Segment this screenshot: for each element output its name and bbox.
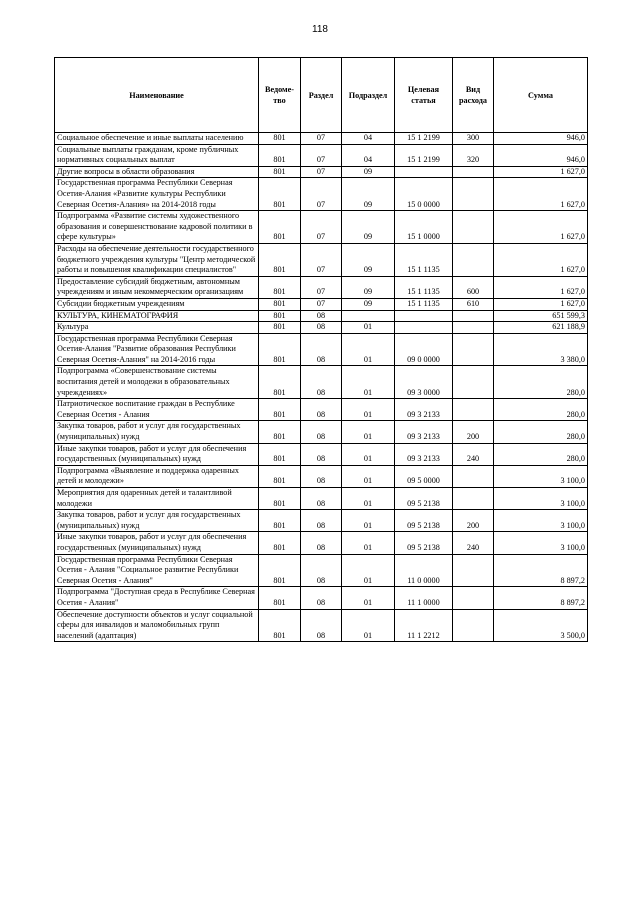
table-row [55,133,588,145]
cell-vedomstvo: 801 [259,587,301,609]
header-vid-raskhoda: Вид расхода [453,58,494,133]
table-row [55,310,588,322]
cell-vid-raskhoda: 240 [453,443,494,465]
table-row [55,298,588,310]
cell-vedomstvo: 801 [259,609,301,642]
cell-vid-raskhoda [453,178,494,211]
cell-razdel: 08 [301,399,342,421]
cell-razdel: 07 [301,133,342,145]
cell-podrazdel [342,310,395,322]
cell-tselevaya-statya: 09 5 0000 [395,465,453,487]
cell-vid-raskhoda [453,488,494,510]
header-razdel: Раздел [301,58,342,133]
cell-summa: 621 188,9 [494,322,588,334]
cell-summa: 8 897,2 [494,554,588,587]
cell-summa: 1 627,0 [494,211,588,244]
table-row [55,587,588,609]
cell-podrazdel: 09 [342,178,395,211]
table-row [55,399,588,421]
cell-podrazdel: 01 [342,333,395,366]
cell-vid-raskhoda [453,587,494,609]
cell-podrazdel: 01 [342,465,395,487]
cell-name: Государственная программа Республики Северная Осетия-Алания "Развитие образования Республики Северная Осетия-Алания" на 2014-2016 годы [55,333,259,366]
table-row [55,211,588,244]
table-row [55,465,588,487]
cell-summa: 651 599,3 [494,310,588,322]
cell-razdel: 08 [301,443,342,465]
table-row [55,322,588,334]
cell-razdel: 07 [301,211,342,244]
cell-vedomstvo: 801 [259,443,301,465]
cell-tselevaya-statya: 09 3 2133 [395,421,453,443]
cell-podrazdel: 04 [342,144,395,166]
cell-podrazdel: 01 [342,399,395,421]
cell-vedomstvo: 801 [259,510,301,532]
cell-razdel: 08 [301,609,342,642]
cell-razdel: 08 [301,532,342,554]
cell-summa: 280,0 [494,399,588,421]
cell-tselevaya-statya: 09 3 2133 [395,443,453,465]
cell-vid-raskhoda [453,211,494,244]
cell-name: Обеспечение доступности объектов и услуг социальной сферы для инвалидов и маломобильных групп населений (адаптация) [55,609,259,642]
cell-vid-raskhoda: 200 [453,510,494,532]
cell-summa: 3 500,0 [494,609,588,642]
cell-tselevaya-statya: 09 0 0000 [395,333,453,366]
cell-vid-raskhoda [453,554,494,587]
cell-name: Мероприятия для одаренных детей и талантливой молодежи [55,488,259,510]
cell-summa: 3 380,0 [494,333,588,366]
cell-name: Другие вопросы в области образования [55,166,259,178]
cell-summa: 1 627,0 [494,243,588,276]
page-number: 118 [312,24,328,35]
table-row [55,443,588,465]
table-row [55,178,588,211]
cell-summa: 3 100,0 [494,488,588,510]
budget-table [54,57,588,642]
cell-name: КУЛЬТУРА, КИНЕМАТОГРАФИЯ [55,310,259,322]
cell-tselevaya-statya: 09 3 2133 [395,399,453,421]
cell-summa: 946,0 [494,144,588,166]
cell-tselevaya-statya: 09 5 2138 [395,532,453,554]
cell-tselevaya-statya: 15 1 1135 [395,243,453,276]
table-row [55,276,588,298]
cell-razdel: 08 [301,587,342,609]
cell-vedomstvo: 801 [259,532,301,554]
cell-summa: 1 627,0 [494,276,588,298]
cell-name: Патриотическое воспитание граждан в Республике Северная Осетия - Алания [55,399,259,421]
cell-name: Субсидии бюджетным учреждениям [55,298,259,310]
cell-razdel: 08 [301,510,342,532]
header-podrazdel: Подраздел [342,58,395,133]
cell-tselevaya-statya [395,166,453,178]
cell-razdel: 08 [301,488,342,510]
cell-razdel: 07 [301,178,342,211]
table-row [55,243,588,276]
cell-vedomstvo: 801 [259,276,301,298]
cell-razdel: 08 [301,554,342,587]
cell-razdel: 08 [301,322,342,334]
cell-summa: 3 100,0 [494,465,588,487]
cell-tselevaya-statya [395,322,453,334]
cell-name: Предоставление субсидий бюджетным, автономным учреждениям и иным некоммерческим организациям [55,276,259,298]
cell-name: Закупка товаров, работ и услуг для государственных (муниципальных) нужд [55,421,259,443]
cell-name: Иные закупки товаров, работ и услуг для обеспечения государственных (муниципальных) нужд [55,532,259,554]
cell-name: Расходы на обеспечение деятельности государственного бюджетного учреждения культуры "Центр методической работы и повышения квалификации специалистов" [55,243,259,276]
cell-tselevaya-statya: 15 1 2199 [395,133,453,145]
cell-tselevaya-statya: 09 3 0000 [395,366,453,399]
cell-podrazdel: 01 [342,421,395,443]
cell-razdel: 08 [301,310,342,322]
cell-podrazdel: 01 [342,488,395,510]
cell-summa: 1 627,0 [494,166,588,178]
header-vedomstvo: Ведоме-тво [259,58,301,133]
cell-name: Культура [55,322,259,334]
cell-tselevaya-statya: 15 1 1135 [395,276,453,298]
cell-tselevaya-statya: 09 5 2138 [395,510,453,532]
cell-summa: 1 627,0 [494,298,588,310]
cell-vedomstvo: 801 [259,421,301,443]
cell-tselevaya-statya: 11 0 0000 [395,554,453,587]
cell-vid-raskhoda [453,609,494,642]
cell-name: Подпрограмма «Совершенствование системы воспитания детей и молодежи в образовательных учреждениях» [55,366,259,399]
cell-summa: 946,0 [494,133,588,145]
cell-podrazdel: 09 [342,298,395,310]
cell-tselevaya-statya: 11 1 2212 [395,609,453,642]
cell-vedomstvo: 801 [259,178,301,211]
cell-vid-raskhoda [453,166,494,178]
cell-summa: 280,0 [494,443,588,465]
cell-vedomstvo: 801 [259,144,301,166]
header-tselevaya-statya: Целевая статья [395,58,453,133]
cell-podrazdel: 09 [342,243,395,276]
cell-podrazdel: 09 [342,276,395,298]
table-header-row [55,58,588,133]
cell-summa: 8 897,2 [494,587,588,609]
cell-name: Иные закупки товаров, работ и услуг для обеспечения государственных (муниципальных) нужд [55,443,259,465]
cell-vedomstvo: 801 [259,310,301,322]
cell-vedomstvo: 801 [259,298,301,310]
cell-vedomstvo: 801 [259,465,301,487]
header-name: Наименование [55,58,259,133]
table-row [55,510,588,532]
cell-vedomstvo: 801 [259,366,301,399]
cell-razdel: 08 [301,465,342,487]
cell-tselevaya-statya: 15 1 0000 [395,211,453,244]
cell-vedomstvo: 801 [259,322,301,334]
cell-podrazdel: 04 [342,133,395,145]
table-row [55,333,588,366]
cell-vid-raskhoda: 300 [453,133,494,145]
cell-vedomstvo: 801 [259,243,301,276]
cell-summa: 280,0 [494,421,588,443]
cell-razdel: 07 [301,144,342,166]
table-row [55,609,588,642]
cell-podrazdel: 09 [342,211,395,244]
table-row [55,421,588,443]
cell-name: Подпрограмма "Доступная среда в Республике Северная Осетия - Алания" [55,587,259,609]
cell-vid-raskhoda [453,465,494,487]
cell-tselevaya-statya: 09 5 2138 [395,488,453,510]
cell-tselevaya-statya: 15 1 2199 [395,144,453,166]
cell-vid-raskhoda [453,310,494,322]
table-row [55,166,588,178]
header-summa: Сумма [494,58,588,133]
cell-vid-raskhoda [453,366,494,399]
cell-podrazdel: 01 [342,587,395,609]
cell-summa: 280,0 [494,366,588,399]
cell-vedomstvo: 801 [259,333,301,366]
table-row [55,554,588,587]
cell-name: Социальное обеспечение и иные выплаты населению [55,133,259,145]
cell-vid-raskhoda: 200 [453,421,494,443]
cell-razdel: 07 [301,243,342,276]
cell-podrazdel: 01 [342,510,395,532]
cell-tselevaya-statya [395,310,453,322]
cell-vid-raskhoda [453,322,494,334]
cell-summa: 3 100,0 [494,532,588,554]
cell-vid-raskhoda [453,333,494,366]
cell-vedomstvo: 801 [259,488,301,510]
cell-podrazdel: 09 [342,166,395,178]
cell-vedomstvo: 801 [259,166,301,178]
cell-razdel: 07 [301,298,342,310]
cell-name: Социальные выплаты гражданам, кроме публичных нормативных социальных выплат [55,144,259,166]
table-row [55,144,588,166]
cell-summa: 1 627,0 [494,178,588,211]
table-row [55,488,588,510]
cell-name: Подпрограмма «Развитие системы художественного образования и совершенствование кадровой политики в сфере культуры» [55,211,259,244]
cell-razdel: 07 [301,276,342,298]
cell-podrazdel: 01 [342,322,395,334]
cell-razdel: 08 [301,421,342,443]
cell-vedomstvo: 801 [259,133,301,145]
cell-podrazdel: 01 [342,443,395,465]
cell-vid-raskhoda: 240 [453,532,494,554]
cell-razdel: 08 [301,333,342,366]
cell-podrazdel: 01 [342,554,395,587]
cell-vedomstvo: 801 [259,399,301,421]
cell-podrazdel: 01 [342,366,395,399]
table-row [55,366,588,399]
cell-razdel: 07 [301,166,342,178]
cell-podrazdel: 01 [342,532,395,554]
cell-vid-raskhoda [453,243,494,276]
cell-podrazdel: 01 [342,609,395,642]
cell-name: Подпрограмма «Выявление и поддержка одаренных детей и молодежи» [55,465,259,487]
cell-tselevaya-statya: 11 1 0000 [395,587,453,609]
table-row [55,532,588,554]
cell-vid-raskhoda [453,399,494,421]
cell-name: Государственная программа Республики Северная Осетия-Алания «Развитие культуры Республики Северная Осетия-Алания» на 2014-2018 годы [55,178,259,211]
cell-vedomstvo: 801 [259,211,301,244]
cell-razdel: 08 [301,366,342,399]
cell-vid-raskhoda: 320 [453,144,494,166]
cell-summa: 3 100,0 [494,510,588,532]
table-body [55,133,588,642]
cell-name: Государственная программа Республики Северная Осетия - Алания "Социальное развитие Республики Северная Осетия - Алания" [55,554,259,587]
cell-vedomstvo: 801 [259,554,301,587]
cell-tselevaya-statya: 15 1 1135 [395,298,453,310]
cell-name: Закупка товаров, работ и услуг для государственных (муниципальных) нужд [55,510,259,532]
cell-tselevaya-statya: 15 0 0000 [395,178,453,211]
cell-vid-raskhoda: 600 [453,276,494,298]
cell-vid-raskhoda: 610 [453,298,494,310]
